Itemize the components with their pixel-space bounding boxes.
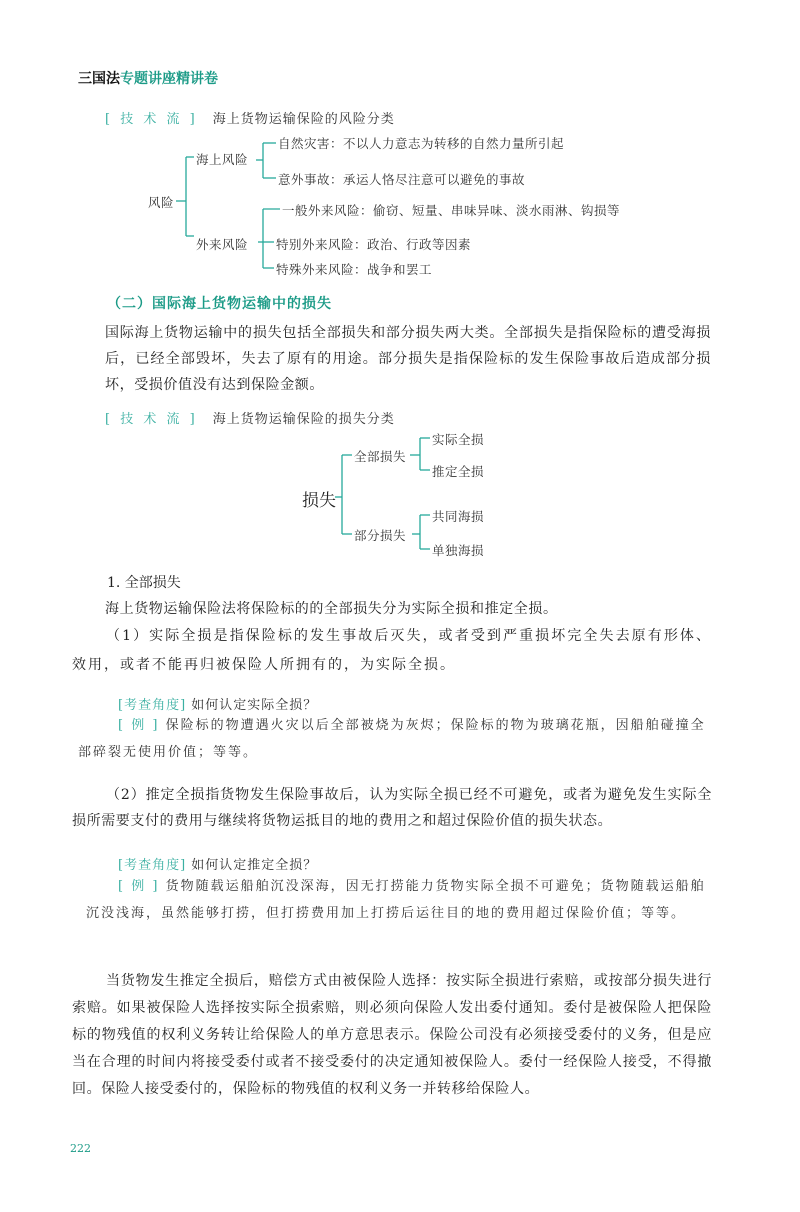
diagram1-leaf-particular-external: 特殊外来风险：战争和罢工 [276,262,433,277]
diagram2-tag: [ 技 术 流 ] [105,412,198,427]
header-part1: 三国法 [78,71,120,87]
item1-p3-block [72,782,712,834]
example2-block [86,873,712,927]
diagram1-tag: [ 技 术 流 ] [105,112,198,127]
check1-text: 如何认定实际全损？ [191,698,318,713]
item1-p4: 当货物发生推定全损后，赔偿方式由被保险人选择：按实际全损进行索赔，或按部分损失进行索赔。如果被保险人选择按实际全损索赔，则必须向保险人发出委付通知。委付是被保险人把保险标的物残值的权利义务转让给保险人的单方意思表示。保险公司没有必须接受委付的义务，但是应当在合理的时间内将接受委付或者不接受委付的决定通知被保险人。委付一经保险人接受，不得撤回。保险人接受委付的，保险标的物残值的权利义务一并转移给保险人。 [72,973,712,1097]
item1-p2-block [72,622,712,680]
item1-p1-block [105,596,711,622]
diagram2-leaf-general-average: 共同海损 [432,509,485,524]
intro-paragraph: 国际海上货物运输中的损失包括全部损失和部分损失两大类。全部损失是指保险标的遭受海损后，已经全部毁坏，失去了原有的用途。部分损失是指保险标的发生保险事故后造成部分损坏，受损价值没有达到保险金额。 [105,325,711,393]
item1-p2: （1）实际全损是指保险标的发生事故后灭失，或者受到严重损坏完全失去原有形体、效用，或者不能再归被保险人所拥有的，为实际全损。 [72,628,712,673]
check2-label: [考查角度] [118,858,187,873]
diagram2-leaf-constructive-total: 推定全损 [432,464,485,479]
header-part2: 专题讲座精讲卷 [120,71,218,87]
check2-text: 如何认定推定全损？ [191,858,318,873]
diagram1-leaf-natural-disaster: 自然灾害：不以人力意志为转移的自然力量所引起 [278,136,565,151]
diagram2-root: 损失 [302,491,336,511]
item1-p4-block [72,968,712,1103]
item1-title: 1. 全部损失 [107,575,181,591]
example2-text: 货物随载运船舶沉没深海，因无打捞能力货物实际全损不可避免；货物随载运船舶沉没浅海，虽然能够打捞，但打捞费用加上打捞后运往目的地的费用超过保险价值；等等。 [86,879,706,921]
diagram1-branch-maritime: 海上风险 [196,152,249,167]
diagram2-leaf-particular-average: 单独海损 [432,543,485,558]
item1-p3: （2）推定全损指货物发生保险事故后，认为实际全损已经不可避免，或者为避免发生实际全损所需要支付的费用与继续将货物运抵目的地的费用之和超过保险价值的损失状态。 [72,787,712,829]
diagram1-title: 海上货物运输保险的风险分类 [212,112,395,127]
page-number: 222 [70,1142,91,1155]
diagram1-leaf-special-external: 特别外来风险：政治、行政等因素 [276,237,472,252]
diagram2-branch-total-loss: 全部损失 [354,449,407,464]
item1-p1: 海上货物运输保险法将保险标的的全部损失分为实际全损和推定全损。 [105,601,558,617]
diagram1-leaf-general-external: 一般外来风险：偷窃、短量、串味异味、淡水雨淋、钩损等 [282,203,621,218]
diagram1-branch-external: 外来风险 [196,237,249,252]
diagram2-connectors [0,0,800,570]
diagram2-branch-partial-loss: 部分损失 [354,528,407,543]
section-heading: （二）国际海上货物运输中的损失 [107,296,332,312]
diagram1-root: 风险 [148,195,175,210]
check1-label: [考查角度] [118,698,187,713]
diagram2-leaf-actual-total: 实际全损 [432,432,485,447]
example2-label: [ 例 ] [118,879,160,894]
example1-block [78,712,712,766]
diagram2-title: 海上货物运输保险的损失分类 [212,412,395,427]
diagram1-leaf-accident: 意外事故：承运人恪尽注意可以避免的事故 [278,172,526,187]
example1-label: [ 例 ] [118,718,160,733]
example1-text: 保险标的物遭遇火灾以后全部被烧为灰烬；保险标的物为玻璃花瓶，因船舶碰撞全部碎裂无使用价值；等等。 [78,718,706,760]
